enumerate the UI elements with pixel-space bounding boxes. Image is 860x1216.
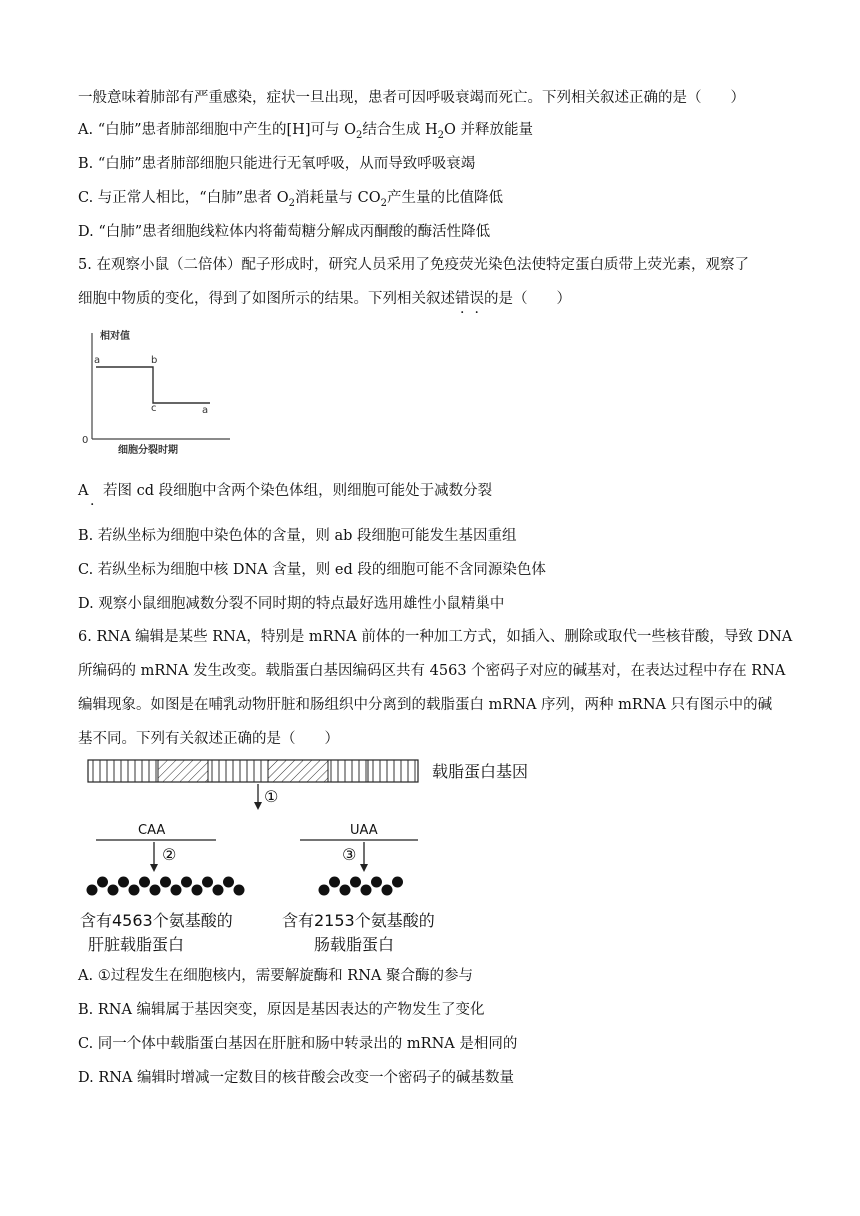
amino-acid-dot bbox=[181, 877, 192, 888]
amino-acid-dot bbox=[319, 885, 330, 896]
step-2-label: ② bbox=[162, 845, 177, 864]
emphasis-char: 错 bbox=[455, 291, 470, 307]
amino-acid-dot bbox=[108, 885, 119, 896]
q4-option-a: A. “白肺”患者肺部细胞中产生的[H]可与 $O_2$结合生成 $H_2O$ 并释放能量 bbox=[78, 122, 533, 141]
emphasis-char: 误 bbox=[469, 291, 484, 307]
q5-stem-line2: 细胞中物质的变化，得到了如图所示的结果。下列相关叙述错误的是（ ） bbox=[78, 291, 571, 307]
amino-acid-dot bbox=[171, 885, 182, 896]
amino-acid-dot bbox=[350, 877, 361, 888]
q4-stem: 一般意味着肺部有严重感染，症状一旦出现，患者可因呼吸衰竭而死亡。下列相关叙述正确的是（ ） bbox=[78, 90, 745, 106]
point-label-1: b bbox=[151, 355, 158, 366]
q6-stem-line4: 基不同。下列有关叙述正确的是（ ） bbox=[78, 731, 339, 747]
q6-option-c: C. 同一个体中载脂蛋白基因在肝脏和肠中转录出的 mRNA 是相同的 bbox=[78, 1036, 518, 1052]
q4-option-d: D. “白肺”患者细胞线粒体内将葡萄糖分解成丙酮酸的酶活性降低 bbox=[78, 224, 491, 240]
point-label-2: c bbox=[151, 403, 157, 414]
gene-label: 载脂蛋白基因 bbox=[432, 762, 529, 781]
amino-acid-dot bbox=[234, 885, 245, 896]
y-axis-label: 相对值 bbox=[100, 331, 130, 342]
step-1-label: ① bbox=[264, 787, 279, 806]
amino-acid-dot bbox=[213, 885, 224, 896]
q6-option-a: A. ①过程发生在细胞核内，需要解旋酶和 RNA 聚合酶的参与 bbox=[78, 968, 473, 984]
amino-acid-dot bbox=[192, 885, 203, 896]
point-label-0: a bbox=[94, 355, 101, 366]
gene-bar bbox=[88, 760, 418, 782]
amino-acid-dot bbox=[392, 877, 403, 888]
q6-option-d: D. RNA 编辑时增减一定数目的核苷酸会改变一个密码子的碱基数量 bbox=[78, 1070, 515, 1086]
q6-diagram bbox=[78, 756, 578, 962]
amino-acid-chain-right bbox=[319, 877, 404, 896]
protein-right-line2: 肠载脂蛋白 bbox=[314, 935, 395, 954]
q5-option-d: D. 观察小鼠细胞减数分裂不同时期的特点最好选用雄性小鼠精巢中 bbox=[78, 596, 505, 612]
codon-left: CAA bbox=[138, 823, 166, 838]
stray-dot: · bbox=[90, 497, 95, 513]
protein-left-line2: 肝脏载脂蛋白 bbox=[88, 935, 185, 954]
amino-acid-dot bbox=[97, 877, 108, 888]
q6-option-b: B. RNA 编辑属于基因突变，原因是基因表达的产物发生了变化 bbox=[78, 1002, 485, 1018]
step-3-label: ③ bbox=[342, 845, 357, 864]
amino-acid-dot bbox=[160, 877, 171, 888]
point-label-3: a bbox=[202, 405, 209, 416]
amino-acid-dot bbox=[371, 877, 382, 888]
q5-chart bbox=[78, 325, 238, 455]
origin-label: 0 bbox=[82, 435, 89, 446]
protein-right-line1: 含有2153个氨基酸的 bbox=[282, 911, 435, 930]
q5-stem-line1: 5. 在观察小鼠（二倍体）配子形成时，研究人员采用了免疫荧光染色法使特定蛋白质带上荧光素，观察了 bbox=[78, 257, 749, 273]
q4-option-b: B. “白肺”患者肺部细胞只能进行无氧呼吸，从而导致呼吸衰竭 bbox=[78, 156, 476, 172]
x-axis-label: 细胞分裂时期 bbox=[118, 445, 178, 455]
amino-acid-dot bbox=[382, 885, 393, 896]
chart-series-line bbox=[96, 367, 210, 403]
amino-acid-dot bbox=[139, 877, 150, 888]
amino-acid-dot bbox=[118, 877, 129, 888]
q6-stem-line3: 编辑现象。如图是在哺乳动物肝脏和肠组织中分离到的载脂蛋白 mRNA 序列，两种 mRNA 只有图示中的碱 bbox=[78, 697, 773, 713]
amino-acid-dot bbox=[340, 885, 351, 896]
codon-right: UAA bbox=[350, 823, 378, 838]
amino-acid-dot bbox=[361, 885, 372, 896]
q5-option-a: A 若图 cd 段细胞中含两个染色体组，则细胞可能处于减数分裂 bbox=[78, 483, 493, 499]
q5-option-c: C. 若纵坐标为细胞中核 DNA 含量，则 ed 段的细胞可能不含同源染色体 bbox=[78, 562, 546, 578]
amino-acid-dot bbox=[223, 877, 234, 888]
amino-acid-dot bbox=[129, 885, 140, 896]
q5-option-b: B. 若纵坐标为细胞中染色体的含量，则 ab 段细胞可能发生基因重组 bbox=[78, 528, 517, 544]
amino-acid-dot bbox=[87, 885, 98, 896]
protein-left-line1: 含有4563个氨基酸的 bbox=[80, 911, 233, 930]
amino-acid-dot bbox=[329, 877, 340, 888]
q6-stem-line1: 6. RNA 编辑是某些 RNA，特别是 mRNA 前体的一种加工方式，如插入、删除或取代一些核苷酸，导致 DNA bbox=[78, 629, 793, 645]
amino-acid-dot bbox=[150, 885, 161, 896]
q4-option-c: C. 与正常人相比，“白肺”患者 $O_2$消耗量与 $CO_2$产生量的比值降低 bbox=[78, 190, 503, 209]
amino-acid-chain-left bbox=[87, 877, 245, 896]
q6-stem-line2: 所编码的 mRNA 发生改变。载脂蛋白基因编码区共有 4563 个密码子对应的碱基对，在表达过程中存在 RNA bbox=[78, 663, 786, 679]
amino-acid-dot bbox=[202, 877, 213, 888]
